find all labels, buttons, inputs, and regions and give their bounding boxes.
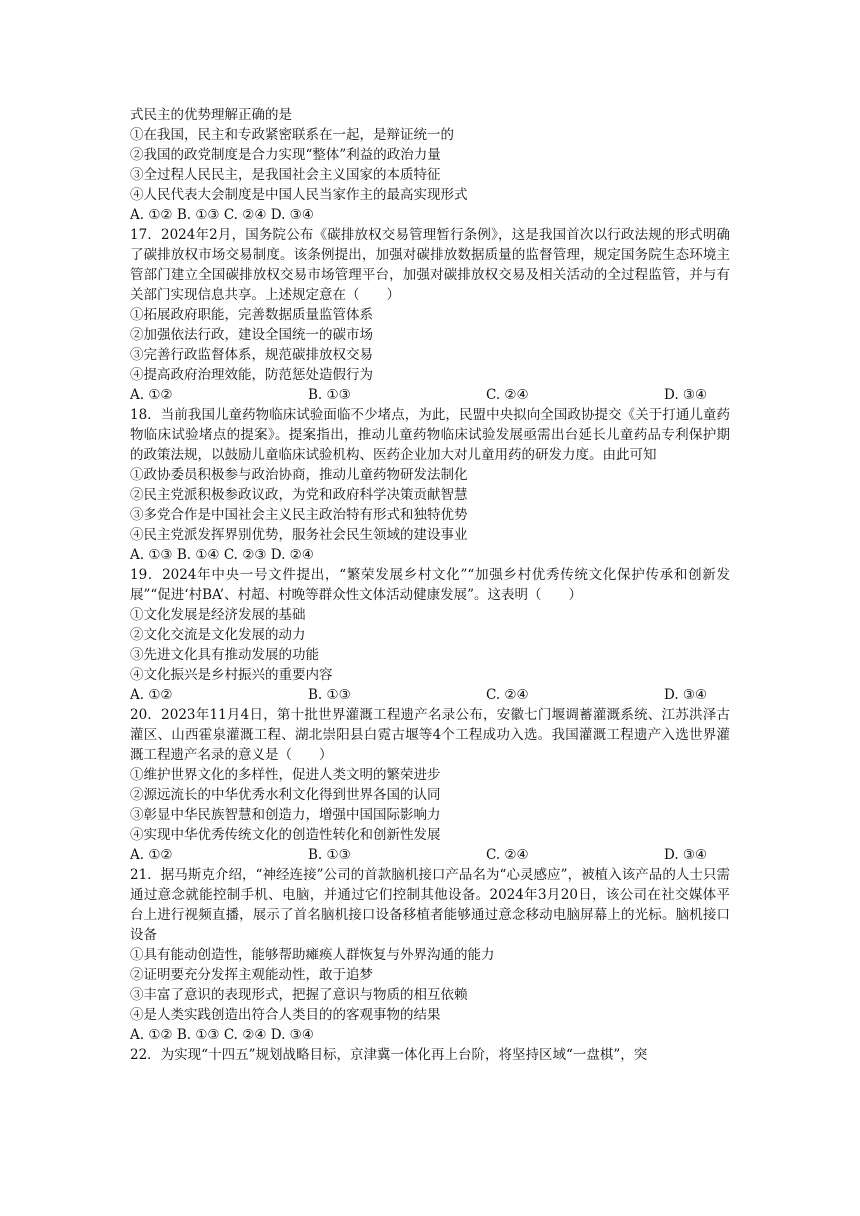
option-b: B. ①③ [308, 847, 351, 863]
option-d: D. ③④ [664, 687, 708, 703]
question-stem: 21．据马斯克介绍，“神经连接”公司的首款脑机接口产品名为“心灵感应”，被植入该产品的人士只需通过意念就能控制手机、电脑，并通过它们控制其他设备。2024年3月20日，该公司在社交媒体平台上进行视频直播，展示了首名脑机接口设备移植者能够通过意念移动电脑屏幕上的光标。脑机接口设备 [130, 867, 730, 943]
question-stem: 22．为实现“十四五”规划战略目标，京津冀一体化再上台阶，将坚持区域“一盘棋”，突 [130, 1047, 648, 1063]
option-d: D. ③④ [664, 847, 708, 863]
answer-options [130, 685, 730, 705]
answer-options [130, 845, 730, 865]
question-17 [130, 225, 730, 405]
question-stem: 19．2024年中央一号文件提出，“繁荣发展乡村文化”“加强乡村优秀传统文化保护传承和创新发展”“促进‘村BA’、村超、村晚等群众性文体活动健康发展”。这表明（ ） [130, 567, 730, 603]
statement-4: ④民主党派发挥界别优势，服务社会民生领域的建设事业 [130, 527, 468, 543]
statement-4: ④实现中华优秀传统文化的创造性转化和创新性发展 [130, 827, 441, 843]
statement-3: ③完善行政监督体系，规范碳排放权交易 [130, 347, 373, 363]
statement-2: ②加强依法行政，建设全国统一的碳市场 [130, 327, 373, 343]
question-20 [130, 705, 730, 865]
statement-3: ③先进文化具有推动发展的功能 [130, 647, 319, 663]
question-19 [130, 565, 730, 705]
option-a: A. ①② [130, 387, 173, 403]
statement-1: ①具有能动创造性，能够帮助瘫痪人群恢复与外界沟通的能力 [130, 947, 495, 963]
option-a: A. ①② [130, 847, 173, 863]
statement-2: ②民主党派积极参政议政，为党和政府科学决策贡献智慧 [130, 487, 468, 503]
statement-3: ③多党合作是中国社会主义民主政治特有形式和独特优势 [130, 507, 468, 523]
answer-options [130, 385, 730, 405]
question-stem: 17．2024年2月，国务院公布《碳排放权交易管理暂行条例》，这是我国首次以行政法规的形式明确了碳排放权市场交易制度。该条例提出，加强对碳排放数据质量的监督管理，规定国务院生态环境主管部门建立全国碳排放权交易市场管理平台，加强对碳排放权交易及相关活动的全过程监管，并与有关部门实现信息共享。上述规定意在（ ） [130, 227, 730, 303]
statement-3: ③彰显中华民族智慧和创造力，增强中国国际影响力 [130, 807, 441, 823]
statement-4: ④人民代表大会制度是中国人民当家作主的最高实现形式 [130, 187, 468, 203]
statement-1: ①维护世界文化的多样性，促进人类文明的繁荣进步 [130, 767, 441, 783]
question-16 [130, 105, 730, 225]
option-b: B. ①③ [308, 687, 351, 703]
option-c: C. ②④ [486, 847, 529, 863]
option-a: A. ①② [130, 687, 173, 703]
question-stem: 20．2023年11月4日，第十批世界灌溉工程遗产名录公布，安徽七门堰调蓄灌溉系统、江苏洪泽古灌区、山西霍泉灌溉工程、湖北崇阳县白霓古堰等4个工程成功入选。我国灌溉工程遗产入选世界灌溉工程遗产名录的意义是（ ） [130, 707, 730, 763]
question-stem: 式民主的优势理解正确的是 [130, 107, 292, 123]
statement-4: ④是人类实践创造出符合人类目的的客观事物的结果 [130, 1007, 441, 1023]
statement-2: ②文化交流是文化发展的动力 [130, 627, 306, 643]
statement-3: ③全过程人民民主，是我国社会主义国家的本质特征 [130, 167, 441, 183]
option-d: D. ③④ [664, 387, 708, 403]
question-stem: 18．当前我国儿童药物临床试验面临不少堵点，为此，民盟中央拟向全国政协提交《关于打通儿童药物临床试验堵点的提案》。提案指出，推动儿童药物临床试验发展亟需出台延长儿童药品专利保护期的政策法规，以鼓励儿童临床试验机构、医药企业加大对儿童用药的研发力度。由此可知 [130, 407, 730, 463]
statement-1: ①政协委员积极参与政治协商，推动儿童药物研发法制化 [130, 467, 468, 483]
option-c: C. ②④ [486, 687, 529, 703]
statement-3: ③丰富了意识的表现形式，把握了意识与物质的相互依赖 [130, 987, 468, 1003]
statement-1: ①文化发展是经济发展的基础 [130, 607, 306, 623]
statement-1: ①拓展政府职能，完善数据质量监管体系 [130, 307, 373, 323]
option-c: C. ②④ [486, 387, 529, 403]
answer-options: A. ①② B. ①③ C. ②④ D. ③④ [130, 1027, 314, 1043]
option-b: B. ①③ [308, 387, 351, 403]
question-21 [130, 865, 730, 1045]
answer-options: A. ①② B. ①③ C. ②④ D. ③④ [130, 207, 314, 223]
exam-content [130, 105, 730, 1065]
statement-1: ①在我国，民主和专政紧密联系在一起，是辩证统一的 [130, 127, 454, 143]
statement-4: ④文化振兴是乡村振兴的重要内容 [130, 667, 333, 683]
answer-options: A. ①③ B. ①④ C. ②③ D. ②④ [130, 547, 314, 563]
statement-4: ④提高政府治理效能，防范惩处造假行为 [130, 367, 373, 383]
question-18 [130, 405, 730, 565]
question-22 [130, 1045, 730, 1065]
statement-2: ②我国的政党制度是合力实现“整体”利益的政治力量 [130, 147, 441, 163]
statement-2: ②源远流长的中华优秀水利文化得到世界各国的认同 [130, 787, 441, 803]
statement-2: ②证明要充分发挥主观能动性，敢于追梦 [130, 967, 373, 983]
